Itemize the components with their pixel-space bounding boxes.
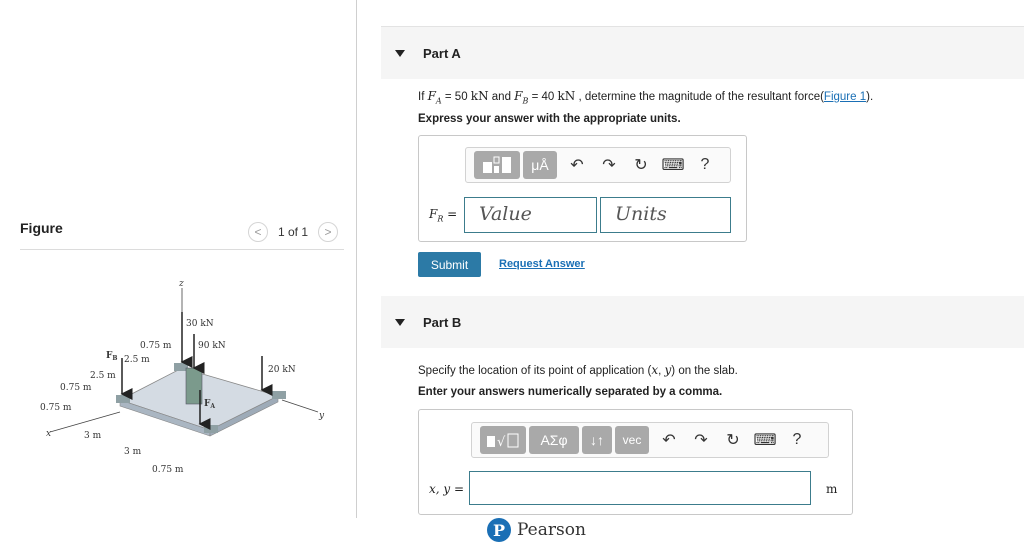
figure-link[interactable]: Figure 1 xyxy=(823,91,867,103)
slab-diagram xyxy=(20,272,340,482)
force-20-label: 20 kN xyxy=(268,365,296,375)
help-icon[interactable]: ? xyxy=(700,156,710,173)
keyboard-icon[interactable]: ⌨ xyxy=(661,157,685,174)
part-b-header[interactable] xyxy=(381,296,1024,348)
template-button[interactable] xyxy=(480,426,526,454)
dim-label: 0.75 m xyxy=(140,341,172,351)
units-input[interactable]: Units xyxy=(600,197,731,233)
pane-divider xyxy=(356,0,357,518)
part-a-answer-box xyxy=(418,135,747,242)
dim-label: 0.75 m xyxy=(60,383,92,393)
part-a-header[interactable] xyxy=(381,27,1024,79)
chevron-left-icon: < xyxy=(254,225,262,239)
fr-label: $F_R$ = xyxy=(429,207,458,224)
support-front xyxy=(204,425,218,433)
caret-down-icon xyxy=(395,50,405,57)
force-90-label: 90 kN xyxy=(198,341,226,351)
x-axis-label: x xyxy=(46,429,52,439)
support-right xyxy=(272,391,286,399)
keyboard-icon[interactable]: ⌨ xyxy=(753,432,777,449)
undo-icon[interactable]: ↶ xyxy=(570,157,584,174)
part-b-question: Specify the location of its point of application (x, y) on the slab. xyxy=(418,363,738,377)
template-icon xyxy=(482,156,512,174)
dim-label: 2.5 m xyxy=(90,371,116,381)
units-button[interactable]: μÅ xyxy=(523,151,557,179)
dim-label: 2.5 m xyxy=(124,355,150,365)
dim-label: 0.75 m xyxy=(152,465,184,475)
reset-icon[interactable]: ↻ xyxy=(634,157,648,174)
redo-icon[interactable]: ↷ xyxy=(694,432,708,449)
prev-figure-button[interactable] xyxy=(248,222,268,242)
figure-panel xyxy=(0,0,356,560)
part-b-title: Part B xyxy=(423,314,462,330)
x-axis xyxy=(50,412,120,432)
figure-title: Figure xyxy=(20,220,63,236)
y-axis-label: y xyxy=(319,411,325,421)
sqrt-template-icon xyxy=(486,431,520,449)
symbols-button[interactable]: ΑΣφ xyxy=(529,426,579,454)
unit-label: m xyxy=(826,482,838,496)
xy-input[interactable] xyxy=(469,471,811,505)
subscript-button[interactable]: ↓↑ xyxy=(582,426,612,454)
redo-icon[interactable]: ↷ xyxy=(602,157,616,174)
dim-label: 3 m xyxy=(84,431,102,441)
part-b-answer-box xyxy=(418,409,853,515)
part-a-instruction: Express your answer with the appropriate units. xyxy=(418,113,681,125)
chevron-right-icon: > xyxy=(324,225,332,239)
xy-label: x, y = xyxy=(429,482,465,496)
submit-button[interactable]: Submit xyxy=(418,252,481,277)
dim-label: 0.75 m xyxy=(40,403,72,413)
svg-text:√: √ xyxy=(497,435,506,449)
next-figure-button[interactable] xyxy=(318,222,338,242)
caret-down-icon xyxy=(395,319,405,326)
request-answer-link[interactable]: Request Answer xyxy=(499,258,585,270)
part-b-instruction: Enter your answers numerically separated by a comma. xyxy=(418,386,723,398)
reset-icon[interactable]: ↻ xyxy=(726,432,740,449)
part-a-title: Part A xyxy=(423,45,461,61)
support-left xyxy=(116,395,130,403)
pearson-wordmark: Pearson xyxy=(517,520,586,540)
pearson-logo-icon: P xyxy=(487,518,511,542)
dim-label: 3 m xyxy=(124,447,142,457)
part-b-toolbar xyxy=(471,422,829,458)
pearson-brand xyxy=(487,518,586,542)
vector-button[interactable]: vec xyxy=(615,426,649,454)
z-axis-label: z xyxy=(179,279,184,289)
value-input[interactable]: Value xyxy=(464,197,597,233)
help-icon[interactable]: ? xyxy=(792,431,802,448)
figure-divider xyxy=(20,249,344,250)
template-button[interactable] xyxy=(474,151,520,179)
y-axis xyxy=(282,400,318,412)
undo-icon[interactable]: ↶ xyxy=(662,432,676,449)
part-a-toolbar xyxy=(465,147,731,183)
pager-text: 1 of 1 xyxy=(278,225,309,239)
force-fa-label: $F_A$ xyxy=(204,399,216,410)
force-30-label: 30 kN xyxy=(186,319,214,329)
figure-pager xyxy=(248,222,338,242)
part-a-question: If $F_A = 50$ kN and $F_B = 40$ kN , determine the magnitude of the resultant force(Figure 1). xyxy=(418,89,874,106)
force-fb-label: $F_B$ xyxy=(106,351,118,362)
